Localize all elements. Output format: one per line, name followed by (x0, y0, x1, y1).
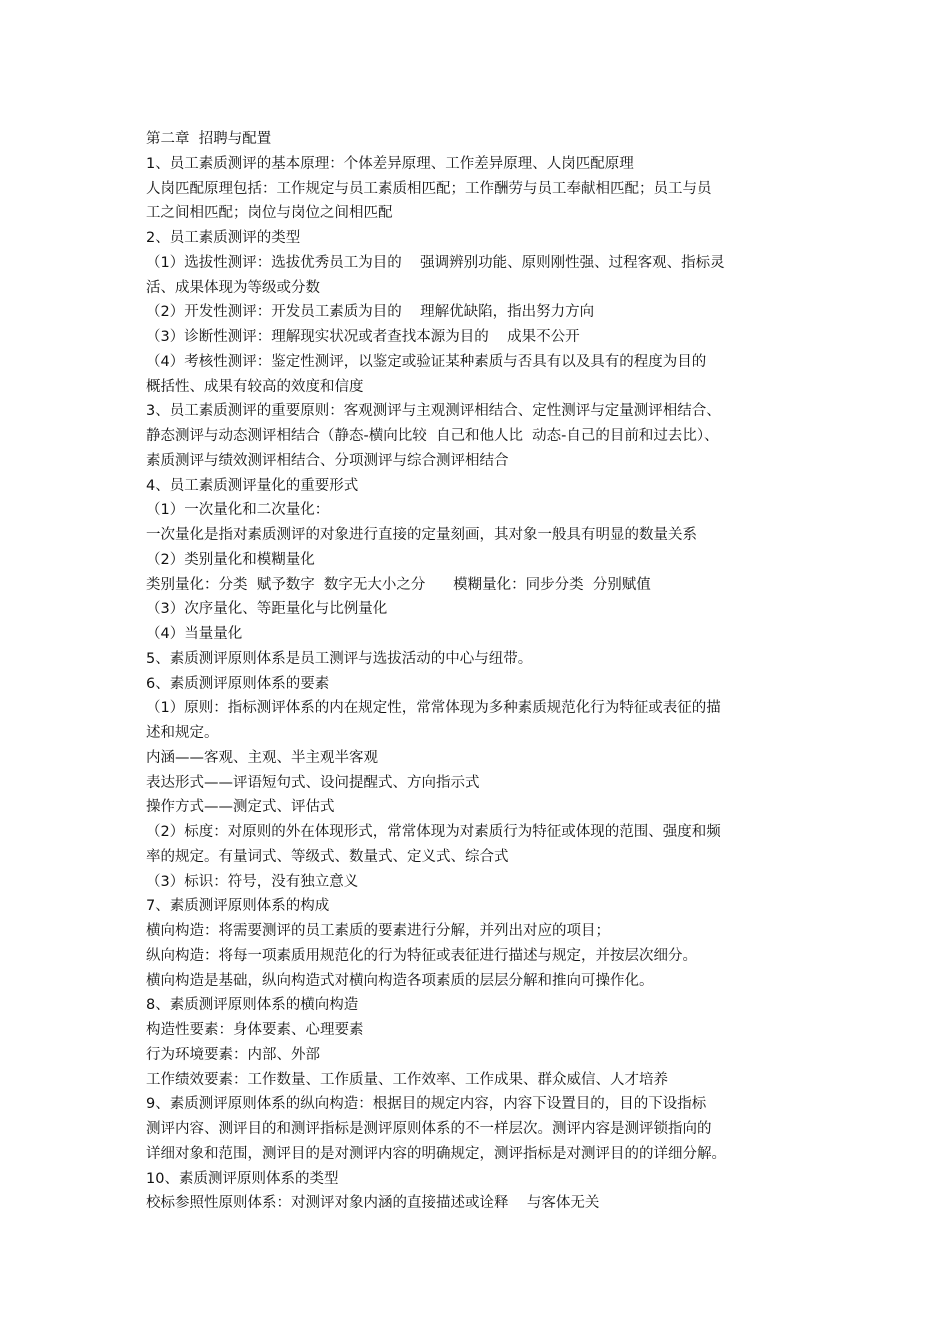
text-line: 纵向构造：将每一项素质用规范化的行为特征或表征进行描述与规定，并按层次细分。 (146, 947, 697, 964)
text-line: （1）原则：指标测评体系的内在规定性，常常体现为多种素质规范化行为特征或表征的描 (146, 700, 721, 717)
section-heading: 6、素质测评原则体系的要素 (146, 675, 330, 692)
text-line: 详细对象和范围，测评目的是对测评内容的明确规定，测评指标是对测评目的的详细分解。 (146, 1145, 726, 1162)
text-line: （2）标度：对原则的外在体现形式，常常体现为对素质行为特征或体现的范围、强度和频 (146, 824, 721, 840)
text-line: （3）诊断性测评：理解现实状况或者查找本源为目的 成果不公开 (146, 329, 580, 345)
text-line: 人岗匹配原理包括：工作规定与员工素质相匹配；工作酬劳与员工奉献相匹配；员工与员 (146, 180, 712, 197)
section-heading: 7、素质测评原则体系的构成 (146, 898, 330, 915)
section-heading: 4、员工素质测评量化的重要形式 (146, 477, 359, 494)
section-heading: 2、员工素质测评的类型 (146, 230, 301, 246)
chapter-title: 第二章 招聘与配置 (146, 131, 272, 147)
text-line: 类别量化：分类 赋予数字 数字无大小之分 模糊量化：同步分类 分别赋值 (146, 576, 651, 593)
text-line: 述和规定。 (146, 725, 219, 741)
text-line: （1）选拔性测评：选拔优秀员工为目的 强调辨别功能、原则刚性强、过程客观、指标灵 (146, 254, 725, 271)
text-line: （2）类别量化和模糊量化 (146, 551, 315, 568)
text-line: 校标参照性原则体系：对测评对象内涵的直接描述或诠释 与客体无关 (146, 1195, 600, 1212)
text-line: 概括性、成果有较高的效度和信度 (146, 378, 364, 395)
text-line: 表达形式——评语短句式、设问提醒式、方向指示式 (146, 774, 480, 791)
section-heading: 8、素质测评原则体系的横向构造 (146, 997, 359, 1014)
text-line: （3）标识：符号，没有独立意义 (146, 873, 359, 890)
text-line: 工作绩效要素：工作数量、工作质量、工作效率、工作成果、群众威信、人才培养 (146, 1071, 668, 1088)
text-line: 一次量化是指对素质测评的对象进行直接的定量刻画，其对象一般具有明显的数量关系 (146, 527, 697, 543)
text-line: 3、员工素质测评的重要原则：客观测评与主观测评相结合、定性测评与定量测评相结合、 (146, 403, 721, 420)
text-line: 素质测评与绩效测评相结合、分项测评与综合测评相结合 (146, 452, 509, 469)
text-line: （2）开发性测评：开发员工素质为目的 理解优缺陷，指出努力方向 (146, 304, 595, 321)
text-line: （3）次序量化、等距量化与比例量化 (146, 601, 388, 618)
text-line: 静态测评与动态测评相结合（静态-横向比较 自己和他人比 动态-自己的目前和过去比）、 (146, 428, 719, 444)
text-line: （1）一次量化和二次量化： (146, 502, 330, 519)
section-heading: 10、素质测评原则体系的类型 (146, 1170, 339, 1187)
text-line: 内涵——客观、主观、半主观半客观 (146, 749, 378, 766)
text-line: 测评内容、测评目的和测评指标是测评原则体系的不一样层次。测评内容是测评锁指向的 (146, 1121, 712, 1137)
text-line: 操作方式——测定式、评估式 (146, 799, 335, 816)
section-heading: 9、素质测评原则体系的纵向构造：根据目的规定内容，内容下设置目的，目的下设指标 (146, 1096, 707, 1113)
text-line: 横向构造是基础，纵向构造式对横向构造各项素质的层层分解和推向可操作化。 (146, 972, 654, 989)
text-line: 横向构造：将需要测评的员工素质的要素进行分解，并列出对应的项目； (146, 923, 610, 939)
text-line: （4）当量量化 (146, 626, 243, 642)
text-line: 行为环境要素：内部、外部 (146, 1046, 320, 1063)
document-body (146, 127, 816, 1216)
section-heading: 5、素质测评原则体系是员工测评与选拔活动的中心与纽带。 (146, 650, 533, 667)
text-line: 率的规定。有量词式、等级式、数量式、定义式、综合式 (146, 848, 509, 865)
text-line: 构造性要素：身体要素、心理要素 (146, 1022, 364, 1038)
text-line: 工之间相匹配；岗位与岗位之间相匹配 (146, 205, 393, 222)
text-line: 1、员工素质测评的基本原理：个体差异原理、工作差异原理、人岗匹配原理 (146, 155, 634, 172)
text-line: 活、成果体现为等级或分数 (146, 279, 320, 296)
text-line: （4）考核性测评：鉴定性测评，以鉴定或验证某种素质与否具有以及具有的程度为目的 (146, 353, 707, 370)
